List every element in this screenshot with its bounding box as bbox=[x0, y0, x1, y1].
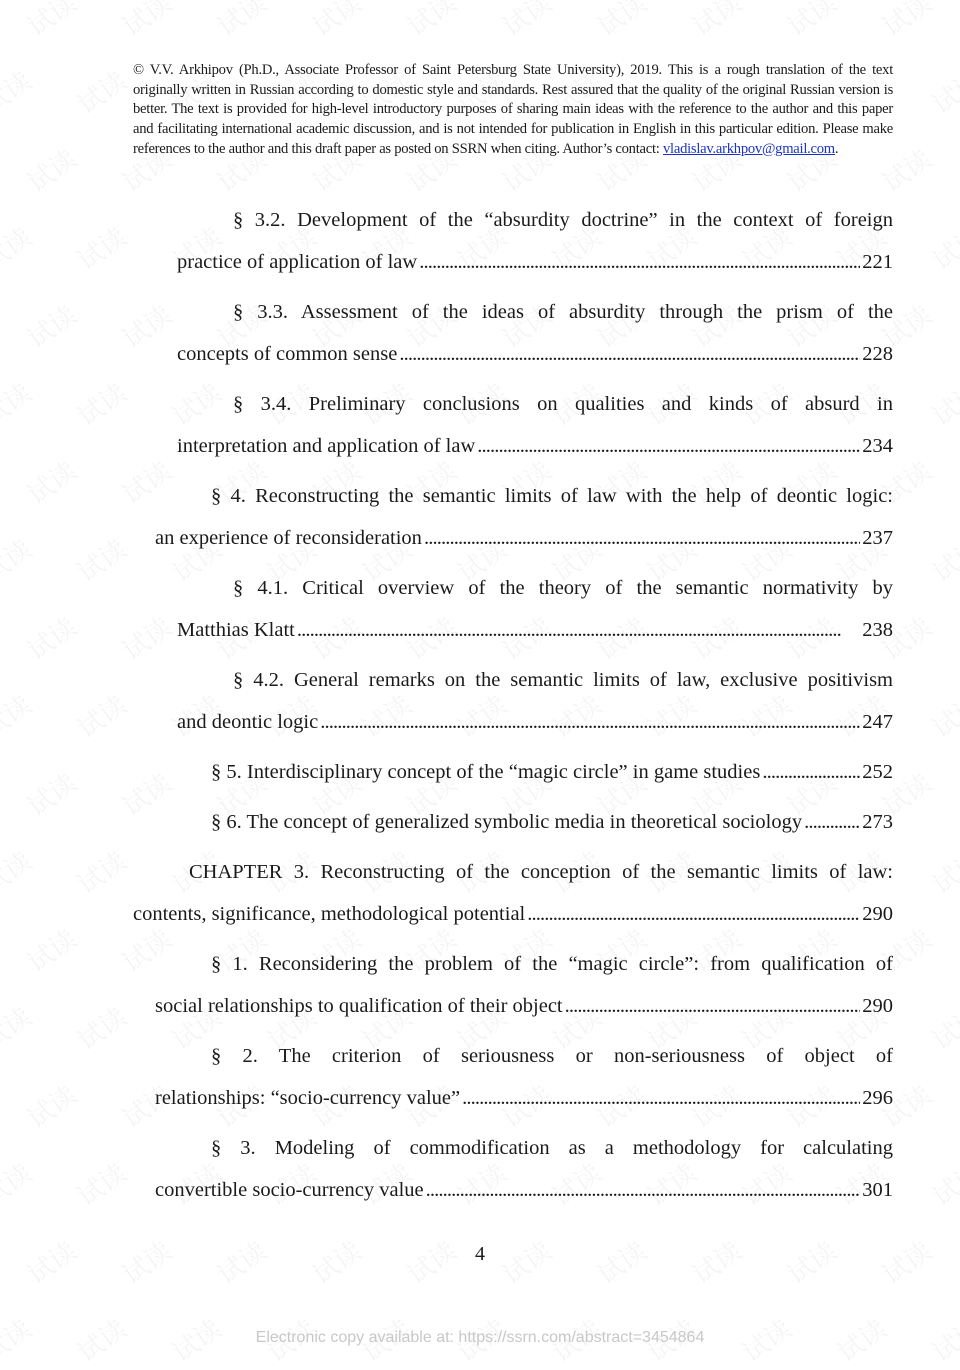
toc-page-number: 296 bbox=[862, 1087, 893, 1109]
toc-entry[interactable] bbox=[133, 757, 893, 799]
translation-note bbox=[133, 61, 893, 160]
toc-entry-title-line1: § 4.1. Critical overview of the theory of the semantic normativity by bbox=[233, 577, 893, 599]
toc-entry[interactable] bbox=[133, 573, 893, 657]
toc-entry-title: relationships: “socio-currency value” bbox=[155, 1087, 461, 1109]
watermark-glyph bbox=[19, 295, 83, 355]
toc-entry-title-line1: § 3.4. Preliminary conclusions on qualities and kinds of absurd in bbox=[233, 393, 893, 415]
watermark-glyph bbox=[69, 997, 133, 1057]
watermark-glyph bbox=[19, 919, 83, 979]
watermark-glyph bbox=[924, 1153, 960, 1213]
toc-page-number: 228 bbox=[862, 343, 893, 365]
toc-entry-line bbox=[133, 1083, 893, 1125]
watermark-glyph bbox=[924, 373, 960, 433]
watermark-glyph bbox=[19, 139, 83, 199]
toc-entry-title: § 5. Interdisciplinary concept of the “magic circle” in game studies bbox=[211, 761, 761, 783]
toc-page-number: 290 bbox=[862, 903, 893, 925]
watermark-glyph bbox=[874, 0, 938, 44]
toc-entry[interactable] bbox=[133, 297, 893, 381]
watermark-glyph bbox=[0, 685, 38, 745]
leader-dots bbox=[419, 247, 860, 277]
toc-entry-line bbox=[133, 431, 893, 473]
toc-page-number: 234 bbox=[862, 435, 893, 457]
watermark-glyph bbox=[69, 841, 133, 901]
watermark-glyph bbox=[924, 841, 960, 901]
toc-entry-line bbox=[133, 991, 893, 1033]
toc-page-number: 221 bbox=[862, 251, 893, 273]
toc-entry-title: concepts of common sense bbox=[177, 343, 398, 365]
leader-dots bbox=[424, 523, 860, 553]
toc-entry[interactable] bbox=[133, 857, 893, 941]
watermark-glyph bbox=[924, 529, 960, 589]
toc-entry[interactable] bbox=[133, 949, 893, 1033]
watermark-glyph bbox=[0, 61, 38, 121]
note-end: . bbox=[834, 140, 839, 157]
watermark-glyph bbox=[0, 529, 38, 589]
watermark-glyph bbox=[209, 0, 273, 44]
watermark-glyph bbox=[0, 1153, 38, 1213]
watermark-glyph bbox=[589, 0, 653, 44]
watermark-glyph bbox=[684, 0, 748, 44]
watermark-glyph bbox=[19, 0, 83, 44]
toc-entry-line bbox=[133, 615, 893, 657]
toc-entry-title-line1: CHAPTER 3. Reconstructing of the conception of the semantic limits of law: bbox=[189, 861, 893, 883]
watermark-glyph bbox=[924, 217, 960, 277]
toc-page-number: 252 bbox=[862, 761, 893, 783]
watermark-glyph bbox=[69, 61, 133, 121]
toc-entry-title-line1: § 3.2. Development of the “absurdity doctrine” in the context of foreign bbox=[233, 209, 893, 231]
toc-entry-title: Matthias Klatt bbox=[177, 619, 295, 641]
watermark-glyph bbox=[304, 0, 368, 44]
watermark-glyph bbox=[69, 529, 133, 589]
watermark-glyph bbox=[19, 763, 83, 823]
toc-entry-line bbox=[133, 807, 893, 849]
leader-dots bbox=[426, 1175, 861, 1205]
leader-dots bbox=[762, 757, 860, 787]
toc-page-number: 290 bbox=[862, 995, 893, 1017]
watermark-glyph bbox=[69, 1153, 133, 1213]
watermark-glyph bbox=[779, 0, 843, 44]
toc-entry-title: interpretation and application of law bbox=[177, 435, 476, 457]
watermark-glyph bbox=[0, 373, 38, 433]
toc-entry[interactable] bbox=[133, 807, 893, 849]
toc-entry-title: an experience of reconsideration bbox=[155, 527, 422, 549]
watermark-glyph bbox=[69, 373, 133, 433]
leader-dots bbox=[477, 431, 860, 461]
toc-page-number: 301 bbox=[862, 1179, 893, 1201]
toc-entry-title: social relationships to qualification of their object bbox=[155, 995, 563, 1017]
toc-entry-title: convertible socio-currency value bbox=[155, 1179, 424, 1201]
toc-entry-title: and deontic logic bbox=[177, 711, 319, 733]
watermark-glyph bbox=[924, 997, 960, 1057]
watermark-glyph bbox=[0, 217, 38, 277]
toc-entry-title-line1: § 4. Reconstructing the semantic limits of law with the help of deontic logic: bbox=[211, 485, 893, 507]
watermark-glyph bbox=[114, 0, 178, 44]
leader-dots bbox=[297, 615, 860, 645]
toc-page-number: 238 bbox=[862, 619, 893, 641]
toc-entry-line bbox=[133, 757, 893, 799]
toc-entry-title-line1: § 3.3. Assessment of the ideas of absurdity through the prism of the bbox=[233, 301, 893, 323]
toc-entry-line bbox=[133, 707, 893, 749]
toc-entry-title-line1: § 4.2. General remarks on the semantic limits of law, exclusive positivism bbox=[233, 669, 893, 691]
toc-entry-title-line1: § 1. Reconsidering the problem of the “magic circle”: from qualification of bbox=[211, 953, 893, 975]
leader-dots bbox=[462, 1083, 860, 1113]
watermark-glyph bbox=[494, 0, 558, 44]
leader-dots bbox=[527, 899, 860, 929]
leader-dots bbox=[320, 707, 860, 737]
toc-entry-line bbox=[133, 523, 893, 565]
toc-page-number: 237 bbox=[862, 527, 893, 549]
toc-entry-title: § 6. The concept of generalized symbolic media in theoretical sociology bbox=[211, 811, 803, 833]
toc-entry[interactable] bbox=[133, 481, 893, 565]
watermark-glyph bbox=[0, 997, 38, 1057]
leader-dots bbox=[804, 807, 860, 837]
table-of-contents bbox=[133, 205, 893, 1225]
watermark-glyph bbox=[69, 685, 133, 745]
toc-entry-title-line1: § 2. The criterion of seriousness or non-seriousness of object of bbox=[211, 1045, 893, 1067]
toc-page-number: 273 bbox=[862, 811, 893, 833]
toc-entry-line bbox=[133, 247, 893, 289]
toc-entry[interactable] bbox=[133, 389, 893, 473]
leader-dots bbox=[399, 339, 860, 369]
toc-entry[interactable] bbox=[133, 205, 893, 289]
toc-entry[interactable] bbox=[133, 665, 893, 749]
watermark-glyph bbox=[924, 685, 960, 745]
watermark-glyph bbox=[19, 451, 83, 511]
toc-entry-line bbox=[133, 339, 893, 381]
watermark-glyph bbox=[69, 217, 133, 277]
watermark-glyph bbox=[0, 841, 38, 901]
toc-page-number: 247 bbox=[862, 711, 893, 733]
page-number: 4 bbox=[475, 1243, 485, 1265]
watermark-glyph bbox=[924, 61, 960, 121]
author-email-link[interactable]: vladislav.arkhpov@gmail.com bbox=[663, 140, 835, 157]
watermark-glyph bbox=[399, 0, 463, 44]
toc-entry-title: practice of application of law bbox=[177, 251, 418, 273]
footer-ssrn-notice: Electronic copy available at: https://ssrn.com/abstract=3454864 bbox=[255, 1329, 705, 1346]
toc-entry-title: contents, significance, methodological potential bbox=[133, 903, 526, 925]
watermark-glyph bbox=[19, 1075, 83, 1135]
toc-entry[interactable] bbox=[133, 1041, 893, 1125]
leader-dots bbox=[565, 991, 861, 1021]
toc-entry-title-line1: § 3. Modeling of commodification as a methodology for calculating bbox=[211, 1137, 893, 1159]
toc-entry[interactable] bbox=[133, 1133, 893, 1217]
toc-entry-line bbox=[133, 1175, 893, 1217]
note-text: © V.V. Arkhipov (Ph.D., Associate Professor of Saint Petersburg State University), 2019. This is a rough translation of the text originally written in Russian according to domestic style and standards. Rest assured that the quality of the original Russian version is better. The text is provided for high-level introductory purposes of sharing main ideas with the reference to the author and this paper and facilitating international academic discussion, and is not intended for publication in English in this particular edition. Please make references to the author and this draft paper as posted on SSRN when citing. Author’s contact: bbox=[133, 62, 893, 157]
toc-entry-line bbox=[133, 899, 893, 941]
watermark-glyph bbox=[19, 607, 83, 667]
